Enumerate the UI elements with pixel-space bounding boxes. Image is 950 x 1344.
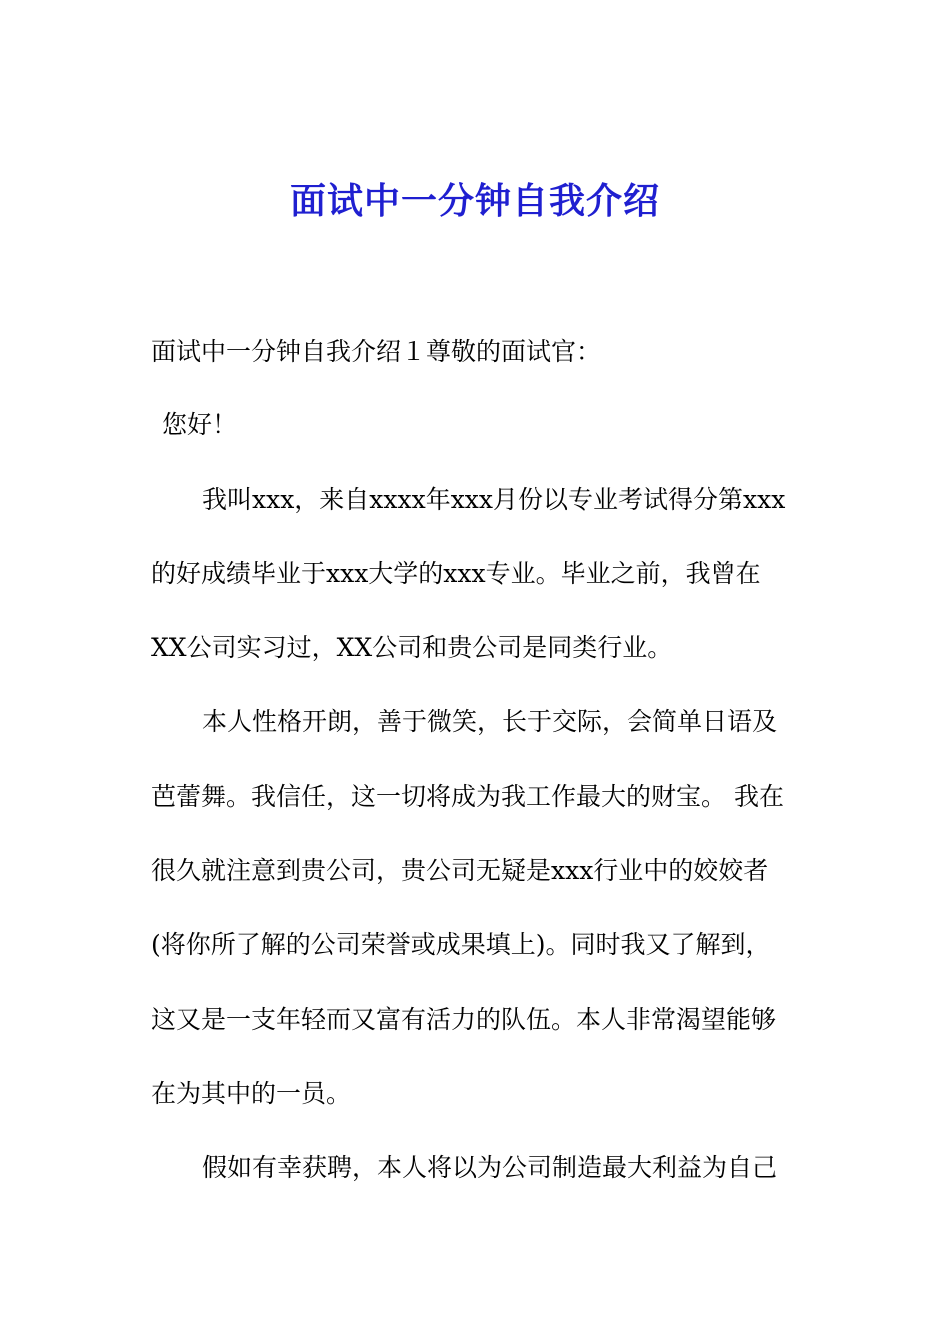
greeting-line: 您好！ [162,410,238,439]
body-line: (将你所了解的公司荣誉或成果填上)。同时我又了解到， [151,930,771,959]
body-line: 的好成绩毕业于xxx大学的xxx专业。毕业之前，我曾在 [151,559,761,588]
body-line: 这又是一支年轻而又富有活力的队伍。本人非常渴望能够 [151,1005,777,1034]
body-line: 本人性格开朗，善于微笑，长于交际，会简单日语及 [202,707,778,736]
body-line: 我叫xxx，来自xxxx年xxx月份以专业考试得分第xxx [202,485,786,514]
body-line: XX公司实习过，XX公司和贵公司是同类行业。 [151,633,673,662]
body-line: 在为其中的一员。 [151,1079,352,1108]
intro-line: 面试中一分钟自我介绍１尊敬的面试官： [151,337,602,366]
body-line: 假如有幸获聘，本人将以为公司制造最大利益为自己 [202,1153,778,1182]
body-line: 芭蕾舞。我信任，这一切将成为我工作最大的财宝。 我在 [151,782,784,811]
body-line: 很久就注意到贵公司，贵公司无疑是xxx行业中的姣姣者 [151,856,769,885]
document-title: 面试中一分钟自我介绍 [289,181,660,222]
